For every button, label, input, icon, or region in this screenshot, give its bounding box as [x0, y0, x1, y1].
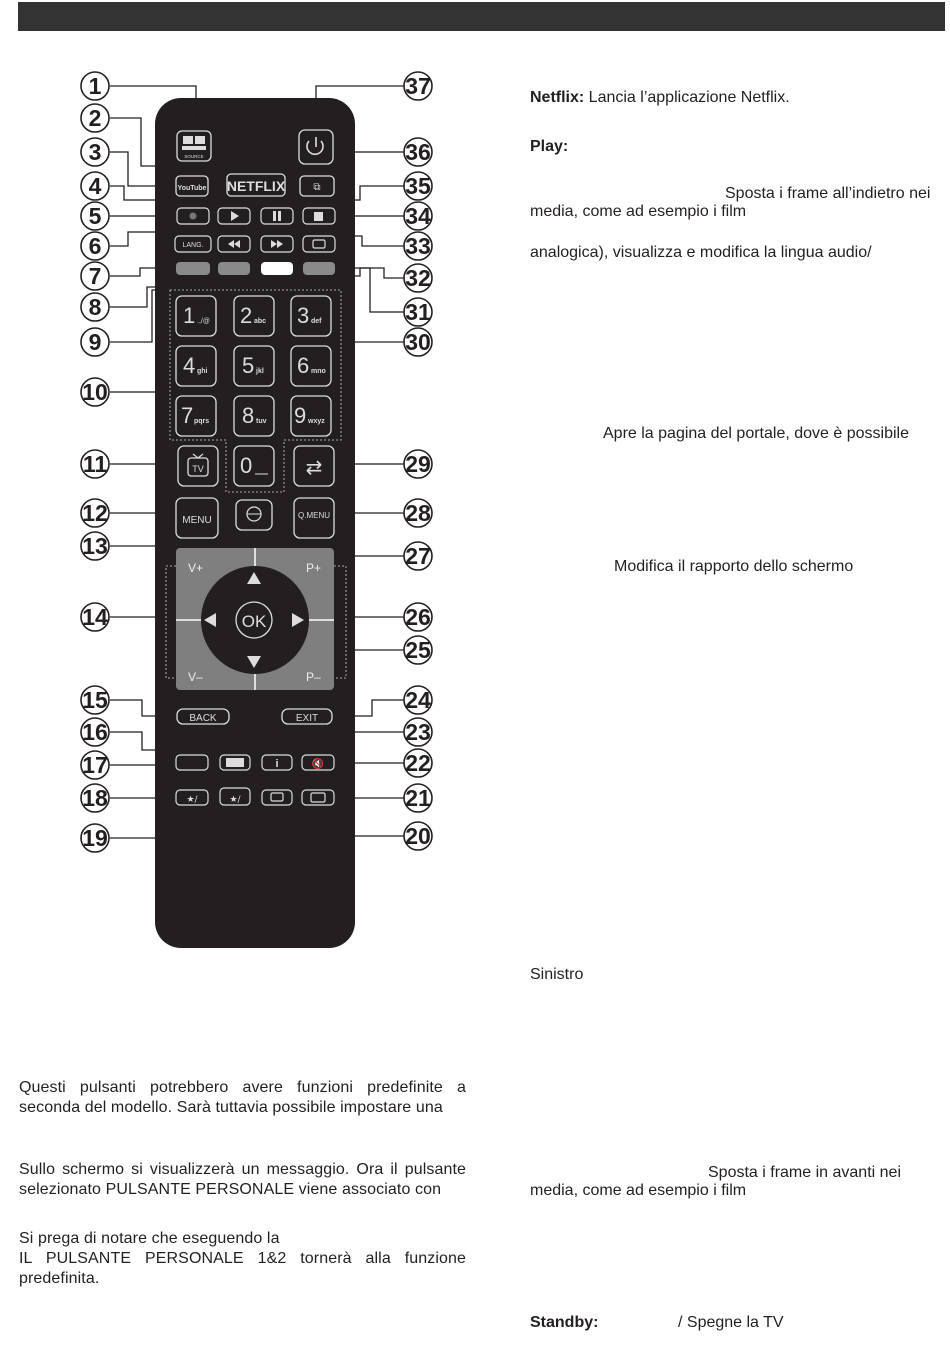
note-rest: IL PULSANTE PERSONALE 1&2 tornerà alla funzione predefinita.: [19, 1250, 466, 1287]
svg-text:0: 0: [240, 453, 253, 478]
note-paragraph: [19, 1229, 466, 1289]
note-line-1: Si prega di notare che eseguendo la: [19, 1230, 280, 1247]
svg-text:abc: abc: [254, 318, 267, 325]
svg-text:1: 1: [183, 303, 196, 328]
svg-text:mno: mno: [311, 368, 326, 375]
callout-number-23: 23: [405, 719, 431, 745]
callout-number-15: 15: [82, 687, 108, 713]
rewind-text-1: Sposta i frame all’indietro nei: [725, 185, 931, 202]
callout-number-12: 12: [82, 500, 108, 526]
svg-text:★/: ★/: [229, 795, 241, 805]
message-paragraph: Sullo schermo si visualizzerà un messaggio. Ora il pulsante selezionato PULSANTE PERSONALE viene associato con: [19, 1161, 466, 1198]
callout-number-6: 6: [88, 233, 102, 259]
callout-number-21: 21: [405, 785, 431, 811]
rewind-text-2: media, come ad esempio i film: [530, 203, 747, 220]
callout-number-10: 10: [82, 379, 108, 405]
callout-number-4: 4: [88, 173, 102, 199]
svg-text:9: 9: [294, 403, 307, 428]
svg-text:MENU: MENU: [182, 515, 212, 526]
callout-number-28: 28: [405, 500, 431, 526]
callout-number-2: 2: [88, 105, 102, 131]
svg-text:V+: V+: [188, 561, 204, 575]
svg-text:6: 6: [297, 353, 310, 378]
svg-text:V–: V–: [188, 670, 203, 684]
ff-text-2: media, come ad esempio i film: [530, 1182, 747, 1199]
ratio-text: Modifica il rapporto dello schermo: [614, 558, 854, 575]
svg-text:OK: OK: [241, 612, 267, 631]
callout-number-14: 14: [82, 604, 108, 630]
green-button: [218, 262, 250, 275]
callout-number-30: 30: [405, 329, 431, 355]
svg-text:2: 2: [240, 303, 253, 328]
standby-text: / Spegne la TV: [678, 1314, 784, 1331]
svg-text:TV: TV: [192, 464, 204, 474]
callout-number-18: 18: [82, 785, 108, 811]
callout-number-37: 37: [405, 73, 431, 99]
svg-text:ghi: ghi: [197, 368, 208, 375]
svg-text:tuv: tuv: [256, 418, 267, 425]
callout-number-36: 36: [405, 139, 431, 165]
header-bar: [18, 2, 945, 31]
portal-text: Apre la pagina del portale, dove è possibile: [603, 425, 909, 442]
callout-number-17: 17: [82, 752, 108, 778]
left-text: Sinistro: [530, 966, 584, 983]
svg-text:SOURCE: SOURCE: [184, 154, 204, 159]
callout-number-22: 22: [405, 750, 431, 776]
callout-number-35: 35: [405, 173, 431, 199]
svg-text:8: 8: [242, 403, 255, 428]
svg-text:wxyz: wxyz: [308, 418, 325, 425]
callout-number-34: 34: [405, 203, 431, 229]
netflix-description: Netflix: Lancia l’applicazione Netflix.: [530, 89, 790, 106]
svg-text:YouTube: YouTube: [177, 185, 207, 192]
callout-number-29: 29: [405, 451, 431, 477]
svg-text:★/: ★/: [186, 795, 198, 805]
lang-text: analogica), visualizza e modifica la lingua audio/: [530, 244, 872, 261]
svg-text:3: 3: [297, 303, 310, 328]
custom-buttons-paragraph: Questi pulsanti potrebbero avere funzioni predefinite a seconda del modello. Sarà tuttavia possibile impostare una: [19, 1079, 466, 1116]
svg-text:BACK: BACK: [189, 713, 217, 724]
callout-number-8: 8: [88, 294, 102, 320]
record-icon: [190, 213, 197, 220]
svg-text:def: def: [311, 318, 322, 325]
callout-number-27: 27: [405, 543, 431, 569]
svg-text:⧉: ⧉: [313, 182, 321, 193]
svg-text:5: 5: [242, 353, 255, 378]
svg-text:i: i: [275, 758, 279, 770]
ff-text-1: Sposta i frame in avanti nei: [708, 1164, 901, 1181]
svg-text:pqrs: pqrs: [194, 418, 210, 425]
callout-number-26: 26: [405, 604, 431, 630]
callout-number-16: 16: [82, 719, 108, 745]
callout-number-32: 32: [405, 265, 431, 291]
blue-button: [303, 262, 335, 275]
callout-number-1: 1: [88, 73, 102, 99]
svg-text:P–: P–: [306, 670, 321, 684]
callout-number-25: 25: [405, 637, 431, 663]
callout-number-11: 11: [82, 451, 108, 477]
play-label: Play:: [530, 138, 569, 155]
standby-label: Standby:: [530, 1314, 599, 1331]
callout-number-7: 7: [88, 263, 102, 289]
callout-number-31: 31: [405, 299, 431, 325]
callout-number-9: 9: [88, 329, 102, 355]
svg-text:EXIT: EXIT: [295, 713, 319, 724]
pause-icon: [273, 211, 276, 221]
svg-text:P+: P+: [306, 561, 322, 575]
callout-number-5: 5: [88, 203, 102, 229]
callout-number-24: 24: [405, 687, 431, 713]
callout-number-3: 3: [88, 139, 102, 165]
svg-text:NETFLIX: NETFLIX: [226, 178, 286, 194]
callout-number-13: 13: [82, 533, 108, 559]
svg-text:7: 7: [181, 403, 194, 428]
callout-number-20: 20: [405, 823, 431, 849]
svg-text:LANG.: LANG.: [182, 242, 204, 249]
svg-text:jkl: jkl: [256, 368, 264, 375]
yellow-button: [261, 262, 293, 275]
red-button: [176, 262, 210, 275]
remote-control-diagram: [0, 60, 480, 960]
mute-icon: 🔇: [311, 759, 325, 770]
svg-text:.,/@: .,/@: [197, 318, 210, 325]
stop-icon: [314, 212, 323, 221]
callout-number-19: 19: [82, 825, 108, 851]
callout-number-33: 33: [405, 233, 431, 259]
swap-icon: ⇄: [305, 455, 323, 479]
svg-text:4: 4: [183, 353, 196, 378]
svg-text:Q.MENU: Q.MENU: [298, 511, 330, 520]
